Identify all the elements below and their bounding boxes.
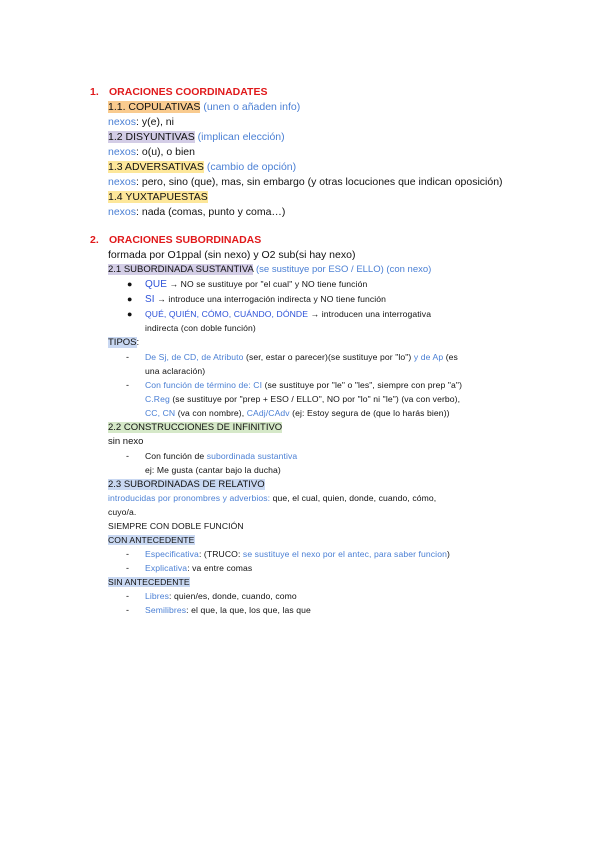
con-antecedente-label: CON ANTECEDENTE	[108, 535, 195, 545]
dash-icon: -	[126, 591, 129, 601]
nexos-value: : nada (comas, punto y coma…)	[136, 206, 286, 218]
semilibres-label: Semilibres	[145, 605, 187, 615]
tipos-label: TIPOS	[108, 337, 137, 348]
que-desc: → NO se sustituye por "el cual" y NO tiene función	[166, 279, 368, 289]
explicativa-line	[145, 564, 252, 573]
relativo-intro-cont: cuyo/a.	[108, 507, 137, 517]
tipo-1-desc2: (es	[443, 352, 458, 362]
con-antecedente-line	[108, 536, 195, 545]
relativo-label: 2.3 SUBORDINADAS DE RELATIVO	[108, 479, 265, 490]
interrogativos-desc: → introducen una interrogativa	[308, 309, 432, 319]
cc-cn-label: CC, CN	[145, 408, 176, 418]
sin-antecedente-label: SIN ANTECEDENTE	[108, 577, 190, 587]
nexos-label: nexos	[108, 206, 137, 218]
si-bullet	[145, 295, 386, 305]
infinitivo-funcion-blue: subordinada sustantiva	[206, 451, 298, 461]
explicativa-desc: : va entre comas	[187, 563, 253, 573]
copulativas-note: (unen o añaden info)	[200, 101, 301, 113]
bullet-icon: ●	[127, 294, 133, 304]
adversativas-line	[108, 162, 296, 173]
si-word: SI	[145, 294, 155, 305]
yuxtapuestas-label: 1.4 YUXTAPUESTAS	[108, 191, 208, 203]
especificativa-close: )	[446, 549, 450, 559]
tipo-1-cont: una aclaración)	[145, 366, 206, 376]
tipos-colon: :	[136, 337, 140, 348]
section-2-intro: formada por O1ppal (sin nexo) y O2 sub(si hay nexo)	[108, 249, 356, 261]
libres-label: Libres	[145, 591, 170, 601]
libres-line	[145, 592, 297, 601]
tipo-1-desc: (ser, estar o parecer)(se sustituye por "lo")	[243, 352, 412, 362]
tipo-2-blue: Con función de término de: CI	[145, 380, 263, 390]
cadj-desc: (ej: Estoy segura de (que lo harás bien))	[289, 408, 450, 418]
nexos-label: nexos	[108, 116, 137, 128]
tipo-2c-line	[145, 409, 450, 418]
especificativa-label: Especificativa	[145, 549, 199, 559]
cc-cn-desc: (va con nombre),	[175, 408, 247, 418]
tipo-2-line	[145, 381, 462, 390]
libres-desc: : quien/es, donde, cuando, como	[169, 591, 297, 601]
sustantiva-note: (se sustituye por ESO / ELLO) (con nexo)	[253, 264, 432, 275]
que-bullet	[145, 280, 367, 290]
section-2-title: ORACIONES SUBORDINADAS	[109, 234, 262, 246]
disyuntivas-nexos	[108, 147, 195, 158]
bullet-icon: ●	[127, 279, 133, 289]
relativo-intro-desc: que, el cual, quien, donde, cuando, cómo,	[270, 493, 437, 503]
nexos-value: : pero, sino (que), mas, sin embargo (y otras locuciones que indican oposición)	[136, 176, 503, 188]
semilibres-line	[145, 606, 311, 615]
copulativas-line	[108, 102, 300, 113]
infinitivo-ejemplo: ej: Me gusta (cantar bajo la ducha)	[145, 465, 281, 475]
tipos-line	[108, 338, 139, 348]
nexos-value: : y(e), ni	[136, 116, 174, 128]
section-1-title: ORACIONES COORDINADATES	[109, 86, 268, 98]
especificativa-desc: : (TRUCO:	[198, 549, 243, 559]
que-word: QUE	[145, 279, 167, 290]
sustantiva-line	[108, 265, 431, 275]
disyuntivas-line	[108, 132, 285, 143]
infinitivo-funcion	[145, 452, 297, 461]
yuxtapuestas-line	[108, 192, 208, 203]
disyuntivas-label: 1.2 DISYUNTIVAS	[108, 131, 195, 143]
creg-label: C.Reg	[145, 394, 170, 404]
section-2-number: 2.	[90, 234, 99, 246]
bullet-icon: ●	[127, 309, 133, 319]
relativo-siempre: SIEMPRE CON DOBLE FUNCIÓN	[108, 521, 244, 531]
copulativas-nexos	[108, 117, 174, 128]
sin-antecedente-line	[108, 578, 190, 587]
nexos-label: nexos	[108, 146, 137, 158]
dash-icon: -	[126, 380, 129, 390]
interrogativos-words: QUÉ, QUIÉN, CÓMO, CUÁNDO, DÓNDE	[145, 309, 309, 319]
especificativa-line	[145, 550, 450, 559]
sustantiva-label: 2.1 SUBORDINADA SUSTANTIVA	[108, 264, 254, 275]
disyuntivas-note: (implican elección)	[194, 131, 285, 143]
adversativas-note: (cambio de opción)	[203, 161, 297, 173]
section-1-number: 1.	[90, 86, 99, 98]
cadj-label: CAdj/CAdv	[246, 408, 290, 418]
tipo-2-desc: (se sustituye por "le" o "les", siempre con prep "a")	[262, 380, 463, 390]
infinitivo-funcion-text: Con función de	[145, 451, 207, 461]
adversativas-label: 1.3 ADVERSATIVAS	[108, 161, 204, 173]
yuxtapuestas-nexos	[108, 207, 285, 218]
interrogativos-cont: indirecta (con doble función)	[145, 323, 256, 333]
tipo-1-line	[145, 353, 458, 362]
dash-icon: -	[126, 563, 129, 573]
creg-desc: (se sustituye por "prep + ESO / ELLO", NO por "lo" ni "le") (va con verbo),	[169, 394, 461, 404]
tipo-1-blue2: y de Ap	[411, 352, 444, 362]
nexos-value: : o(u), o bien	[136, 146, 195, 158]
nexos-label: nexos	[108, 176, 137, 188]
dash-icon: -	[126, 549, 129, 559]
si-desc: → introduce una interrogación indirecta y NO tiene función	[154, 294, 387, 304]
infinitivo-sin-nexo: sin nexo	[108, 436, 144, 447]
adversativas-nexos	[108, 177, 503, 188]
semilibres-desc: : el que, la que, los que, las que	[186, 605, 311, 615]
dash-icon: -	[126, 451, 129, 461]
tipo-1-blue: De Sj, de CD, de Atributo	[145, 352, 244, 362]
relativo-intro-blue: introducidas por pronombres y adverbios:	[108, 493, 271, 503]
infinitivo-line	[108, 423, 282, 433]
tipo-2b-line	[145, 395, 460, 404]
relativo-intro	[108, 494, 436, 503]
copulativas-label: 1.1. COPULATIVAS	[108, 101, 201, 113]
relativo-line	[108, 480, 265, 490]
explicativa-label: Explicativa	[145, 563, 188, 573]
infinitivo-label: 2.2 CONSTRUCCIONES DE INFINITIVO	[108, 422, 283, 433]
dash-icon: -	[126, 605, 129, 615]
dash-icon: -	[126, 352, 129, 362]
interrogativos-bullet	[145, 310, 431, 319]
especificativa-truco: se sustituye el nexo por el antec, para saber funcion	[242, 549, 447, 559]
